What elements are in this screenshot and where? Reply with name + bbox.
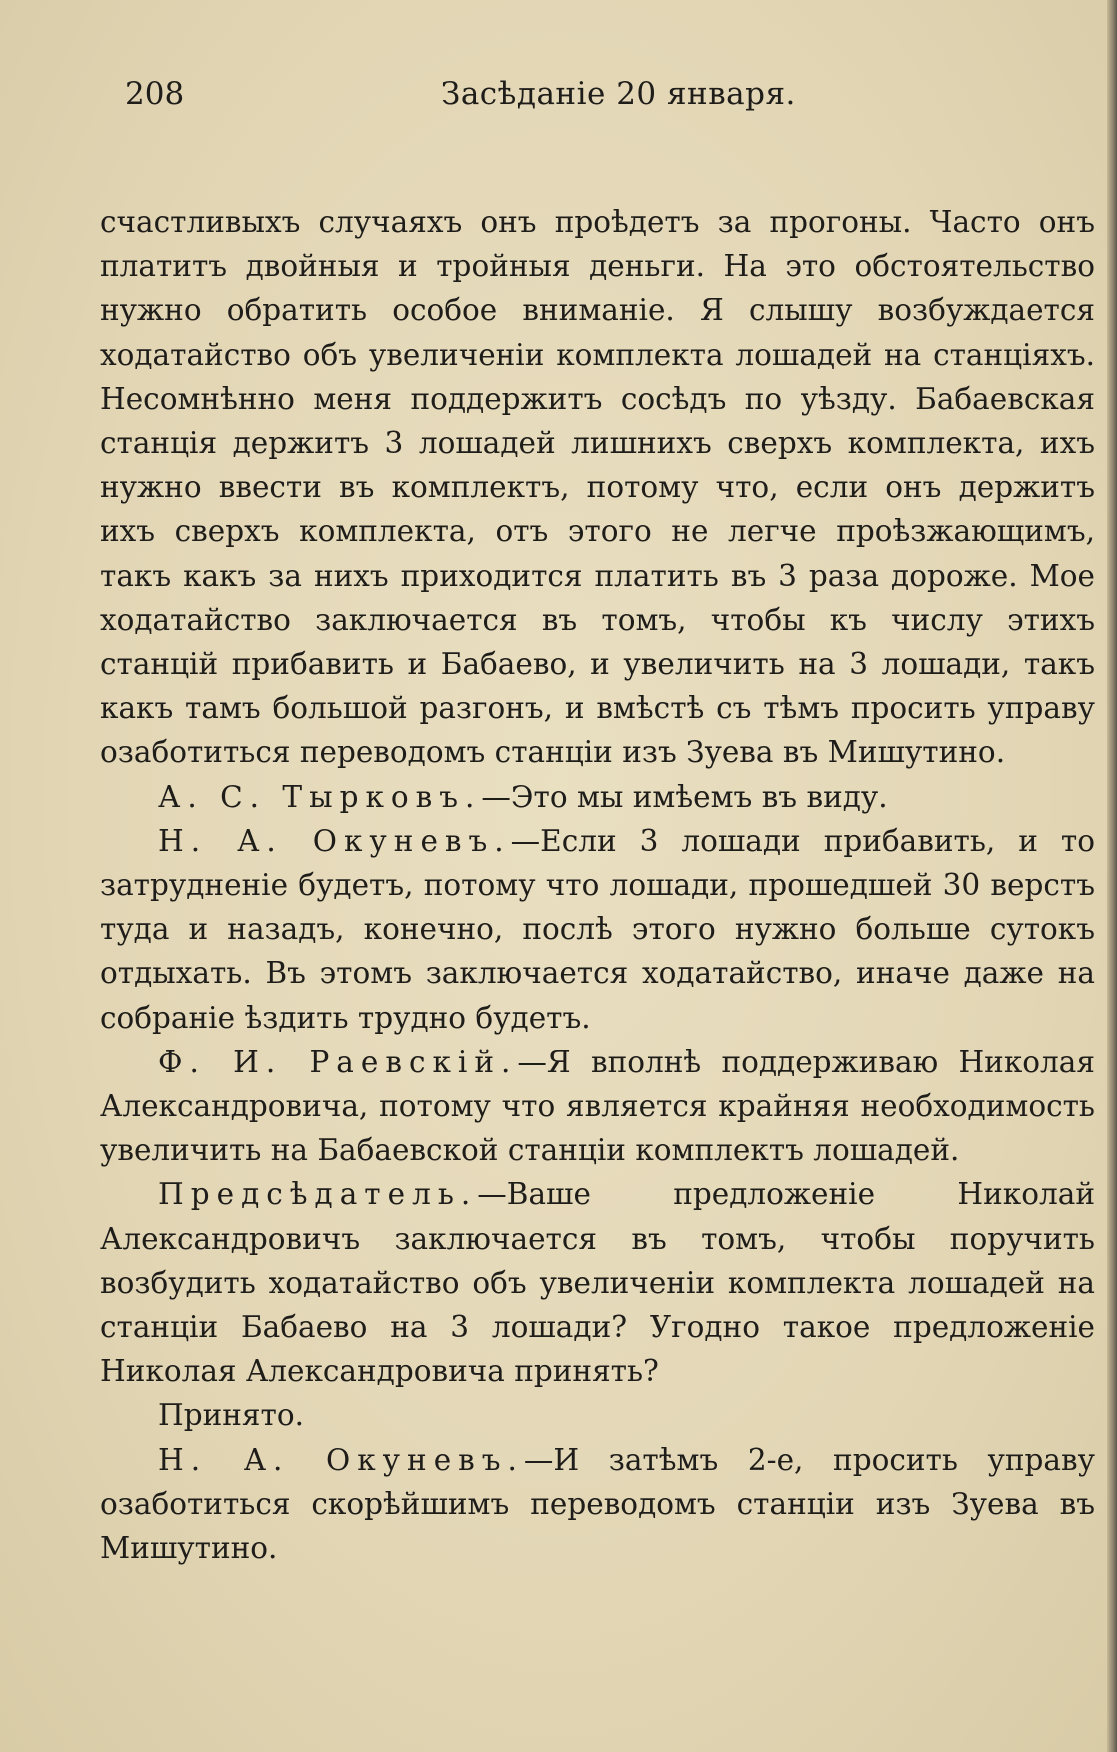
page-edge-shadow xyxy=(1107,0,1117,1752)
speaker-name: Н. А. Окуневъ. xyxy=(158,1442,524,1477)
paragraph-text: счастливыхъ случаяхъ онъ проѣдетъ за прогоны. Часто онъ платитъ двойныя и тройныя деньги. На это обстоятельство нужно обратить особое вниманіе. Я слышу возбуждается ходатайство объ увеличеніи комплекта лошадей на станціяхъ. Несомнѣнно меня поддержитъ сосѣдъ по уѣзду. Бабаевская станція держитъ 3 лошадей лишнихъ сверхъ комплекта, ихъ нужно ввести въ комплектъ, потому что, если онъ держитъ ихъ сверхъ комплекта, отъ этого не легче проѣзжающимъ, такъ какъ за нихъ приходится платить въ 3 раза дороже. Мое ходатайство заключается въ томъ, чтобы къ числу этихъ станцій прибавить и Бабаево, и увеличить на 3 лошади, такъ какъ тамъ большой разгонъ, и вмѣстѣ съ тѣмъ просить управу озаботиться переводомъ станціи изъ Зуева въ Мишутино. xyxy=(100,205,1095,770)
speaker-name: А. С. Тырковъ. xyxy=(158,779,482,814)
paragraph-text: Принято. xyxy=(158,1398,305,1433)
page-number: 208 xyxy=(125,76,185,112)
paragraph-okunev-1 xyxy=(100,819,1095,1040)
speaker-name: Ф. И. Раевскій. xyxy=(158,1044,518,1079)
page-header xyxy=(100,66,1095,122)
paragraph-text: —И затѣмъ 2-е, просить управу озаботиться скорѣйшимъ переводомъ станціи изъ Зуева въ Мишутино. xyxy=(100,1442,1095,1566)
paragraph-text: —Ваше предложеніе Николай Александровичъ заключается въ томъ, чтобы поручить возбудить ходатайство объ увеличеніи комплекта лошадей на станціи Бабаево на 3 лошади? Угодно такое предложеніе Николая Александровича принять? xyxy=(100,1177,1095,1389)
paragraph-chairman xyxy=(100,1172,1095,1393)
book-page xyxy=(100,66,1095,1570)
running-title: Засѣданіе 20 января. xyxy=(441,76,796,112)
paragraph-okunev-2 xyxy=(100,1438,1095,1571)
paragraph-text: —Если 3 лошади прибавить, и то затрудненіе будетъ, потому что лошади, прошедшей 30 верстъ туда и назадъ, конечно, послѣ этого нужно больше сутокъ отдыхать. Въ этомъ заключается ходатайство, иначе даже на собраніе ѣздить трудно будетъ. xyxy=(100,823,1095,1035)
speaker-name: Предсѣдатель. xyxy=(158,1177,478,1212)
paragraph-tyrkov xyxy=(100,775,1095,819)
body-text xyxy=(100,200,1095,1570)
paragraph-continuation xyxy=(100,200,1095,775)
paragraph-raevsky xyxy=(100,1040,1095,1173)
paragraph-text: —Я вполнѣ поддерживаю Николая Александровича, потому что является крайняя необходимость увеличить на Бабаевской станціи комплектъ лошадей. xyxy=(100,1044,1095,1168)
speaker-name: Н. А. Окуневъ. xyxy=(158,823,511,858)
paragraph-accepted xyxy=(100,1393,1095,1437)
paragraph-text: —Это мы имѣемъ въ виду. xyxy=(481,779,888,814)
